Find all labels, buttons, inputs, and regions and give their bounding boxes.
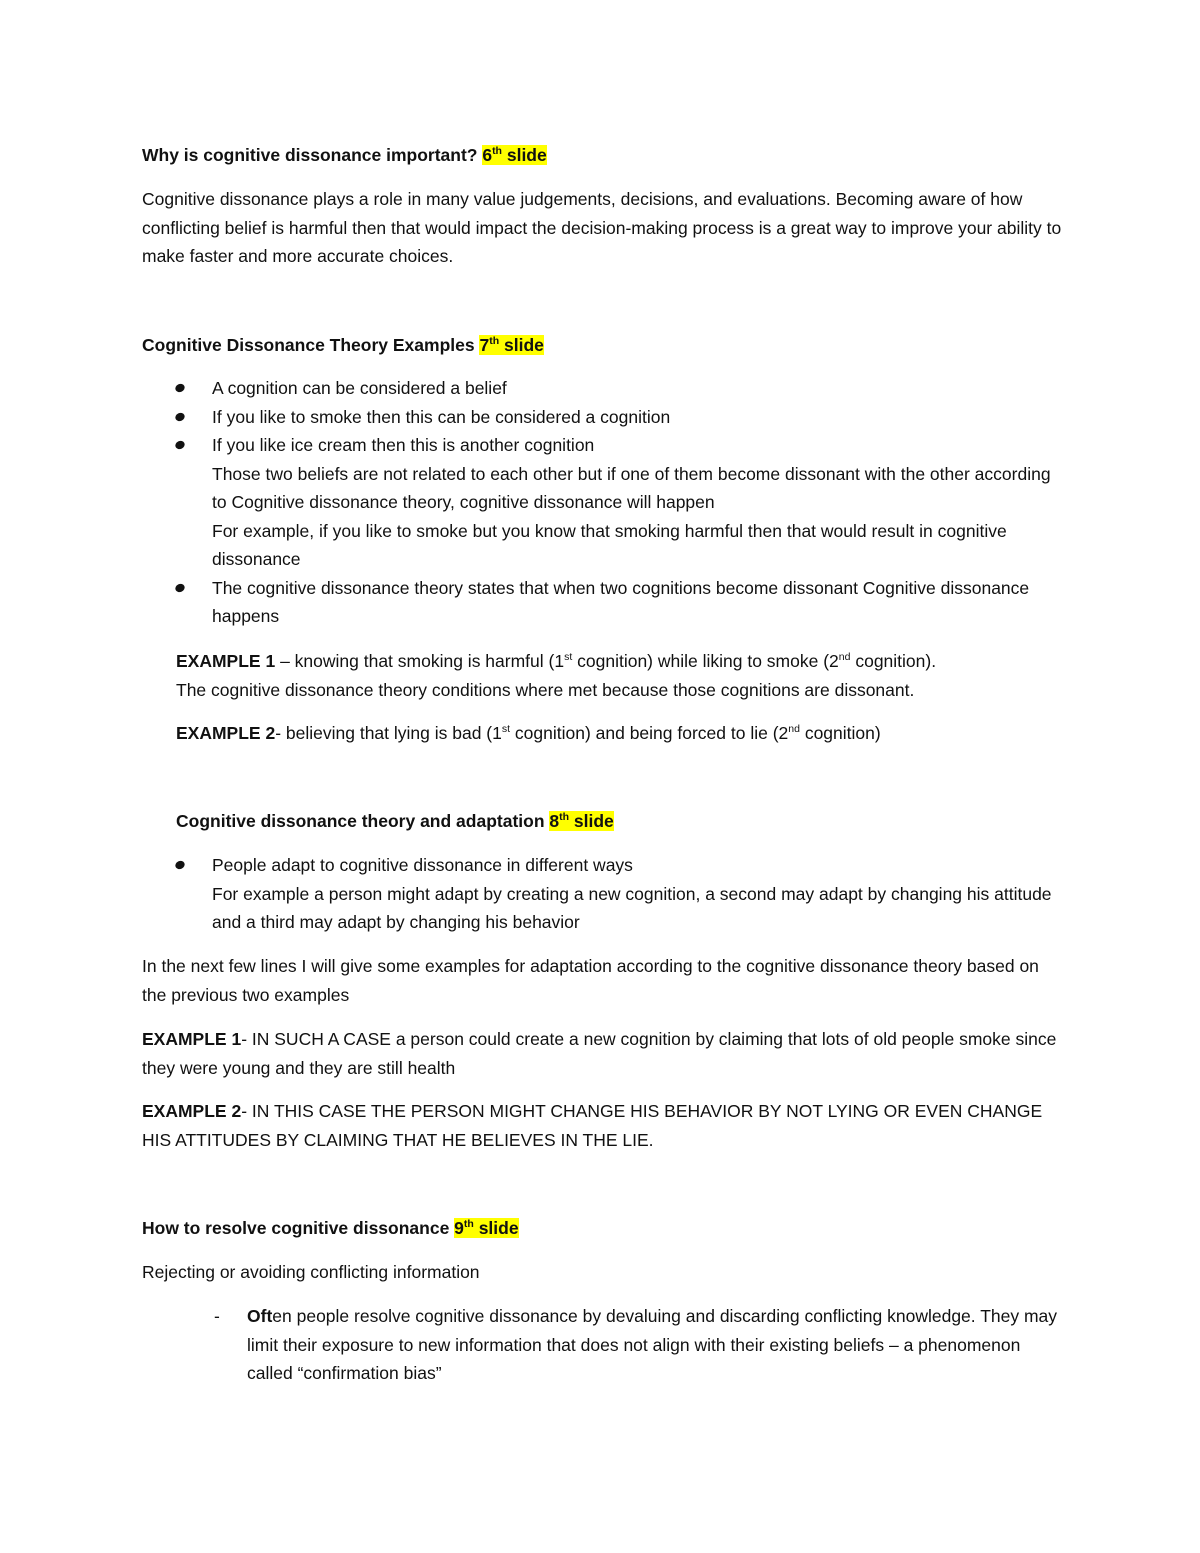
adaptation-intro: In the next few lines I will give some examples for adaptation according to the cognitive dissonance theory based on the previous two examples	[142, 956, 1039, 1005]
bullet-icon	[174, 582, 186, 593]
list-item: If you like ice cream then this is another cognition	[142, 431, 1062, 460]
heading-why-important: Why is cognitive dissonance important? 6th slide	[142, 145, 547, 165]
dash-marker: -	[214, 1306, 220, 1326]
list-item: If you like to smoke then this can be considered a cognition	[142, 403, 1062, 432]
list-continuation: Those two beliefs are not related to each other but if one of them become dissonant with the other according to Cognitive dissonance theory, cognitive dissonance will happen	[212, 463, 1051, 512]
examples-bullet-list	[142, 374, 1062, 631]
heading-resolve: How to resolve cognitive dissonance 9th slide	[142, 1218, 519, 1238]
bullet-icon	[174, 411, 186, 422]
list-continuation: For example a person might adapt by creating a new cognition, a second may adapt by changing his attitude and a third may adapt by changing his behavior	[212, 883, 1052, 932]
list-item: - Often people resolve cognitive dissonance by devaluing and discarding conflicting knowledge. They may limit their exposure to new information that does not align with their existing beliefs – a phenomenon called “confirmation bias”	[142, 1302, 1062, 1388]
heading-theory-examples: Cognitive Dissonance Theory Examples 7th slide	[142, 335, 544, 355]
list-item: A cognition can be considered a belief	[142, 374, 1062, 403]
slide-marker-6: 6th slide	[482, 145, 547, 165]
slide-marker-8: 8th slide	[549, 811, 614, 831]
resolve-dash-list	[142, 1302, 1062, 1388]
list-continuation: For example, if you like to smoke but you know that smoking harmful then that would result in cognitive dissonance	[212, 520, 1007, 569]
resolve-subheading: Rejecting or avoiding conflicting information	[142, 1262, 480, 1282]
paragraph-importance: Cognitive dissonance plays a role in many value judgements, decisions, and evaluations. Becoming aware of how conflicting belief is harmful then that would impact the decision-making process is a great way to improve your ability to make faster and more accurate choices.	[142, 189, 1062, 266]
adaptation-bullet-list	[142, 851, 1062, 937]
slide-marker-7: 7th slide	[479, 335, 544, 355]
list-item: The cognitive dissonance theory states that when two cognitions become dissonant Cognitive dissonance happens	[142, 574, 1062, 631]
bullet-icon	[174, 382, 186, 393]
heading-adaptation: Cognitive dissonance theory and adaptation 8th slide	[176, 811, 614, 831]
example-1-paragraph: EXAMPLE 1 – knowing that smoking is harmful (1st cognition) while liking to smoke (2nd cognition). The cognitive dissonance theory conditions where met because those cognitions are dissonant.	[176, 651, 937, 700]
list-item: People adapt to cognitive dissonance in different ways	[142, 851, 1062, 880]
slide-marker-9: 9th slide	[454, 1218, 519, 1238]
bullet-icon	[174, 439, 186, 450]
example-2-paragraph: EXAMPLE 2- believing that lying is bad (1st cognition) and being forced to lie (2nd cognition)	[176, 723, 881, 743]
adaptation-example-2: EXAMPLE 2- IN THIS CASE THE PERSON MIGHT CHANGE HIS BEHAVIOR BY NOT LYING OR EVEN CHANGE HIS ATTITUDES BY CLAIMING THAT HE BELIEVES IN THE LIE.	[142, 1101, 1043, 1150]
adaptation-example-1: EXAMPLE 1- IN SUCH A CASE a person could create a new cognition by claiming that lots of old people smoke since they were young and they are still health	[142, 1029, 1057, 1078]
bullet-icon	[174, 859, 186, 870]
